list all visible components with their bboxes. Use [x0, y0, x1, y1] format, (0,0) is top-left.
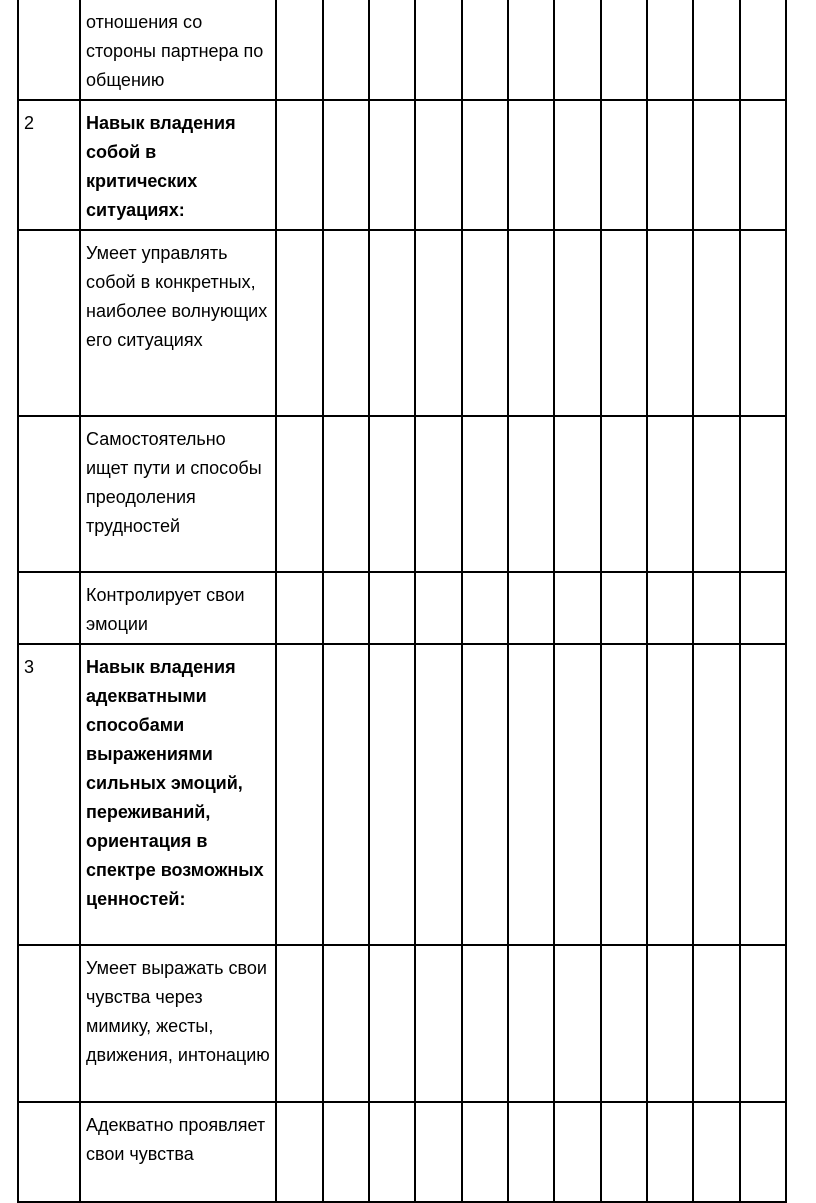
rating-cell[interactable] [415, 100, 462, 230]
rating-cell[interactable] [740, 100, 786, 230]
rating-cell[interactable] [554, 230, 601, 416]
criterion-text: Умеет управлять собой в конкретных, наиболее волнующих его ситуациях [80, 230, 276, 416]
rating-cell[interactable] [554, 100, 601, 230]
rating-cell[interactable] [554, 0, 601, 100]
rating-cell[interactable] [740, 230, 786, 416]
rating-cell[interactable] [369, 0, 415, 100]
rating-cell[interactable] [276, 230, 323, 416]
rating-cell[interactable] [369, 945, 415, 1102]
rating-cell[interactable] [647, 1102, 693, 1202]
rating-cell[interactable] [323, 230, 369, 416]
table-row [18, 0, 786, 100]
rating-cell[interactable] [601, 644, 647, 945]
criterion-text: Самостоятельно ищет пути и способы преодоления трудностей [80, 416, 276, 572]
rating-cell[interactable] [276, 0, 323, 100]
rating-cell[interactable] [508, 0, 554, 100]
rating-cell[interactable] [554, 572, 601, 644]
rating-cell[interactable] [508, 100, 554, 230]
rating-cell[interactable] [415, 945, 462, 1102]
rating-cell[interactable] [647, 100, 693, 230]
rating-cell[interactable] [554, 416, 601, 572]
rating-cell[interactable] [601, 0, 647, 100]
rating-cell[interactable] [554, 945, 601, 1102]
row-number [18, 0, 80, 100]
row-number [18, 416, 80, 572]
row-number [18, 1102, 80, 1202]
rating-cell[interactable] [693, 644, 740, 945]
rating-cell[interactable] [693, 230, 740, 416]
rating-cell[interactable] [647, 572, 693, 644]
table-row [18, 644, 786, 945]
rating-cell[interactable] [508, 945, 554, 1102]
rating-cell[interactable] [462, 416, 508, 572]
rating-cell[interactable] [415, 416, 462, 572]
rating-cell[interactable] [508, 230, 554, 416]
table-row [18, 100, 786, 230]
rating-cell[interactable] [693, 572, 740, 644]
row-number: 3 [18, 644, 80, 945]
rating-cell[interactable] [276, 945, 323, 1102]
rating-cell[interactable] [323, 0, 369, 100]
assessment-table [17, 0, 787, 1203]
rating-cell[interactable] [601, 230, 647, 416]
rating-cell[interactable] [323, 572, 369, 644]
row-number [18, 945, 80, 1102]
rating-cell[interactable] [601, 945, 647, 1102]
rating-cell[interactable] [276, 1102, 323, 1202]
rating-cell[interactable] [276, 100, 323, 230]
rating-cell[interactable] [276, 416, 323, 572]
rating-cell[interactable] [323, 644, 369, 945]
section-heading: Навык владения собой в критических ситуациях: [80, 100, 276, 230]
rating-cell[interactable] [647, 945, 693, 1102]
rating-cell[interactable] [462, 100, 508, 230]
criterion-text: Умеет выражать свои чувства через мимику, жесты, движения, интонацию [80, 945, 276, 1102]
table-row [18, 1102, 786, 1202]
rating-cell[interactable] [601, 416, 647, 572]
row-number [18, 230, 80, 416]
criterion-text: Контролирует свои эмоции [80, 572, 276, 644]
rating-cell[interactable] [601, 572, 647, 644]
rating-cell[interactable] [323, 416, 369, 572]
rating-cell[interactable] [369, 1102, 415, 1202]
rating-cell[interactable] [276, 572, 323, 644]
rating-cell[interactable] [554, 1102, 601, 1202]
rating-cell[interactable] [693, 0, 740, 100]
rating-cell[interactable] [693, 945, 740, 1102]
rating-cell[interactable] [508, 416, 554, 572]
rating-cell[interactable] [369, 572, 415, 644]
row-number: 2 [18, 100, 80, 230]
rating-cell[interactable] [276, 644, 323, 945]
rating-cell[interactable] [369, 100, 415, 230]
rating-cell[interactable] [323, 100, 369, 230]
rating-cell[interactable] [462, 0, 508, 100]
criterion-text: Адекватно проявляет свои чувства [80, 1102, 276, 1202]
rating-cell[interactable] [508, 572, 554, 644]
rating-cell[interactable] [415, 0, 462, 100]
rating-cell[interactable] [415, 644, 462, 945]
rating-cell[interactable] [693, 416, 740, 572]
rating-cell[interactable] [462, 572, 508, 644]
rating-cell[interactable] [415, 1102, 462, 1202]
rating-cell[interactable] [462, 230, 508, 416]
rating-cell[interactable] [740, 1102, 786, 1202]
criterion-text: отношения со стороны партнера по общению [80, 0, 276, 100]
rating-cell[interactable] [554, 644, 601, 945]
rating-cell[interactable] [647, 0, 693, 100]
table-row [18, 572, 786, 644]
rating-cell[interactable] [462, 945, 508, 1102]
rating-cell[interactable] [462, 1102, 508, 1202]
rating-cell[interactable] [740, 945, 786, 1102]
rating-cell[interactable] [415, 230, 462, 416]
rating-cell[interactable] [369, 644, 415, 945]
rating-cell[interactable] [601, 1102, 647, 1202]
row-number [18, 572, 80, 644]
rating-cell[interactable] [740, 572, 786, 644]
rating-cell[interactable] [740, 0, 786, 100]
rating-cell[interactable] [693, 1102, 740, 1202]
rating-cell[interactable] [323, 1102, 369, 1202]
rating-cell[interactable] [647, 644, 693, 945]
rating-cell[interactable] [323, 945, 369, 1102]
rating-cell[interactable] [369, 416, 415, 572]
rating-cell[interactable] [647, 416, 693, 572]
section-heading: Навык владения адекватными способами выражениями сильных эмоций, переживаний, ориентация в спектре возможных ценностей: [80, 644, 276, 945]
table-row [18, 416, 786, 572]
rating-cell[interactable] [508, 644, 554, 945]
table-row [18, 230, 786, 416]
rating-cell[interactable] [508, 1102, 554, 1202]
rating-cell[interactable] [693, 100, 740, 230]
table-row [18, 945, 786, 1102]
rating-cell[interactable] [740, 644, 786, 945]
rating-cell[interactable] [740, 416, 786, 572]
rating-cell[interactable] [369, 230, 415, 416]
rating-cell[interactable] [601, 100, 647, 230]
rating-cell[interactable] [462, 644, 508, 945]
rating-cell[interactable] [647, 230, 693, 416]
rating-cell[interactable] [415, 572, 462, 644]
